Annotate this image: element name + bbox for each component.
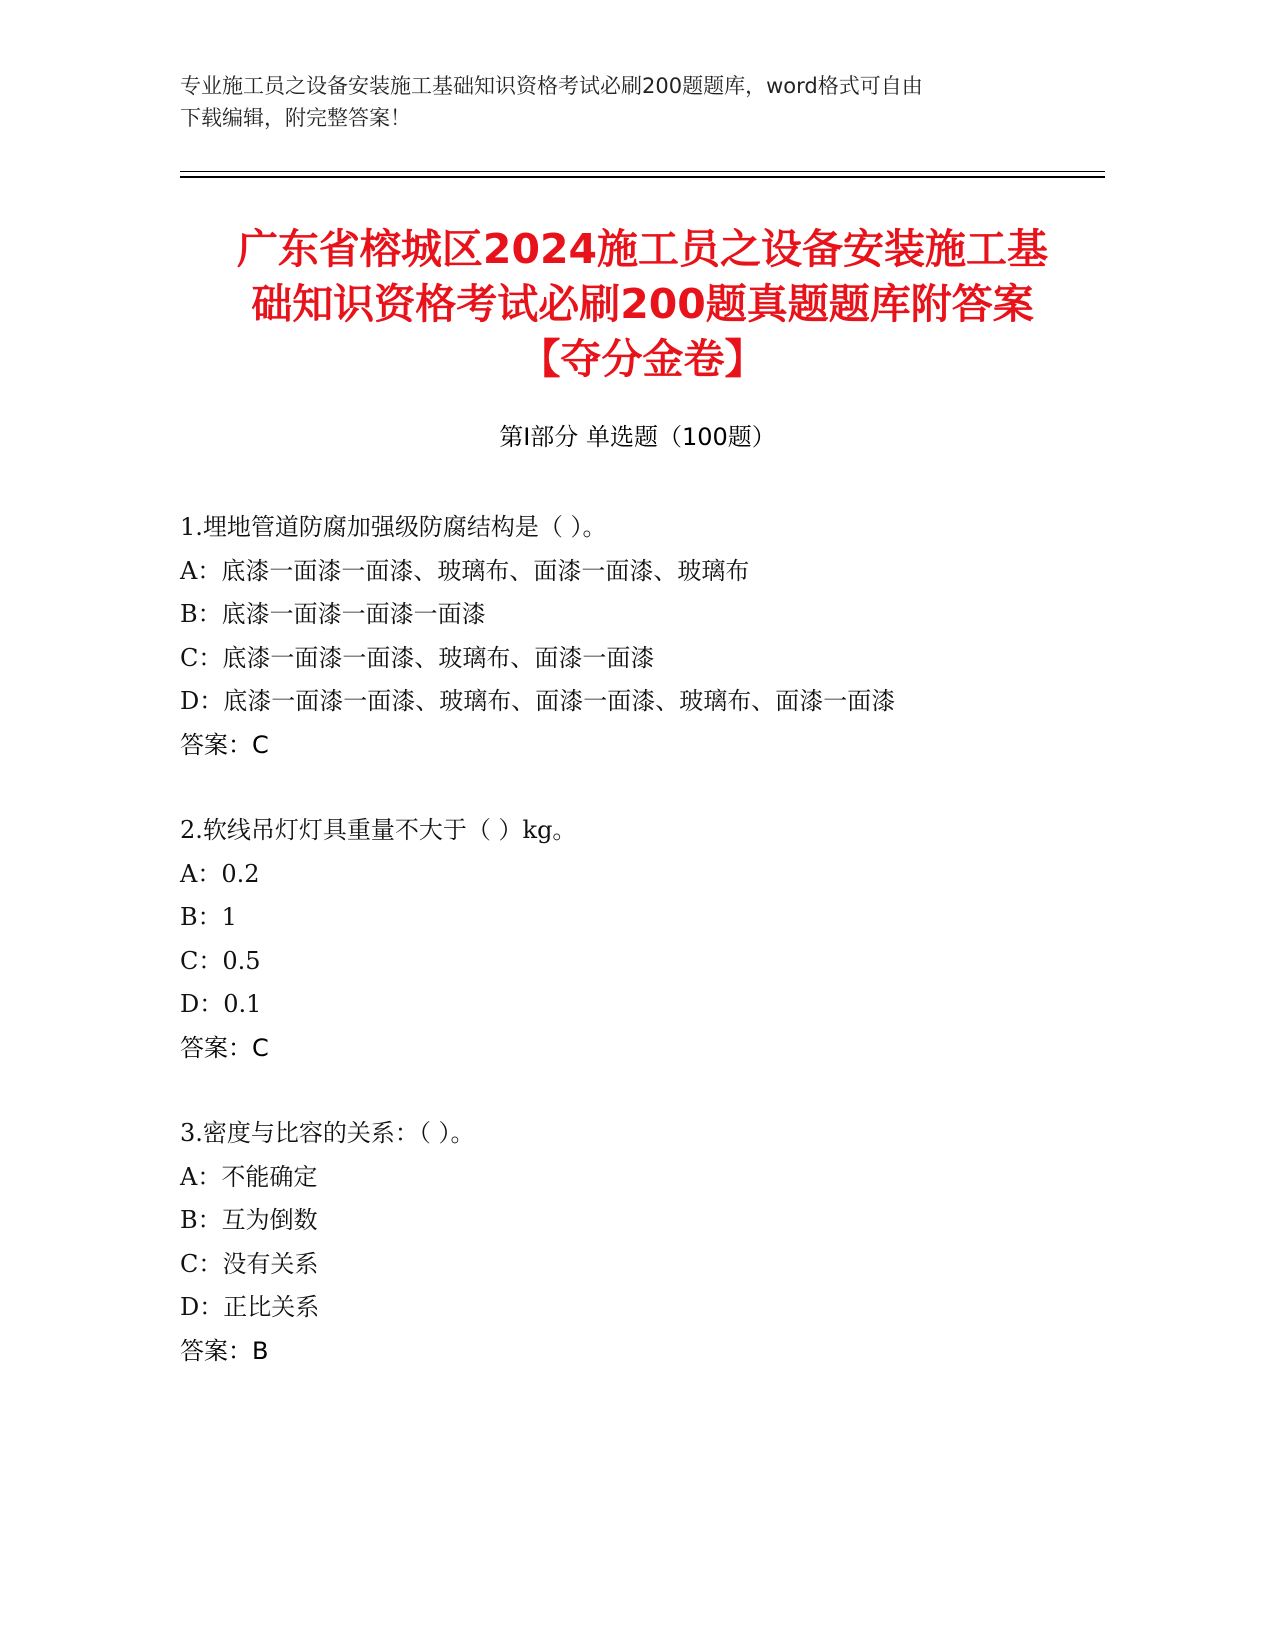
title-line-2: 础知识资格考试必刷200题真题题库附答案 — [251, 280, 1034, 328]
option-c: C：0.5 — [180, 946, 261, 975]
header-divider-thick — [180, 176, 1105, 178]
section-heading: 第Ⅰ部分 单选题（100题） — [499, 423, 776, 451]
question-stem: 2.软线吊灯灯具重量不大于（ ）kg。 — [180, 816, 577, 844]
option-a: A：底漆一面漆一面漆、玻璃布、面漆一面漆、玻璃布 — [180, 556, 750, 585]
option-a: A：不能确定 — [180, 1162, 318, 1191]
question-2 — [180, 809, 1080, 1070]
option-c: C：底漆一面漆一面漆、玻璃布、面漆一面漆 — [180, 643, 655, 672]
question-3 — [180, 1112, 1080, 1373]
option-b: B：1 — [180, 903, 237, 931]
option-d: D：0.1 — [180, 990, 262, 1018]
question-stem: 3.密度与比容的关系：（ ）。 — [180, 1119, 475, 1147]
document-title — [150, 222, 1135, 387]
header-note-line-2: 下载编辑，附完整答案！ — [180, 106, 411, 130]
question-1 — [180, 506, 1080, 767]
option-b: B：底漆一面漆一面漆一面漆 — [180, 600, 486, 628]
answer-line: 答案：C — [180, 730, 269, 759]
option-b: B：互为倒数 — [180, 1206, 318, 1234]
option-c: C：没有关系 — [180, 1249, 319, 1278]
option-d: D：正比关系 — [180, 1293, 320, 1321]
title-line-1: 广东省榕城区2024施工员之设备安装施工基 — [236, 225, 1049, 273]
title-line-3: 【夺分金卷】 — [519, 335, 766, 383]
option-a: A：0.2 — [180, 859, 260, 888]
answer-line: 答案：C — [180, 1033, 269, 1062]
header-divider-thin — [180, 171, 1105, 172]
question-stem: 1.埋地管道防腐加强级防腐结构是（ ）。 — [180, 513, 607, 541]
option-d: D：底漆一面漆一面漆、玻璃布、面漆一面漆、玻璃布、面漆一面漆 — [180, 687, 896, 715]
answer-line: 答案：B — [180, 1336, 269, 1365]
header-note — [180, 70, 1060, 134]
header-note-line-1: 专业施工员之设备安装施工基础知识资格考试必刷200题题库，word格式可自由 — [180, 74, 923, 98]
question-list — [180, 506, 1080, 1415]
